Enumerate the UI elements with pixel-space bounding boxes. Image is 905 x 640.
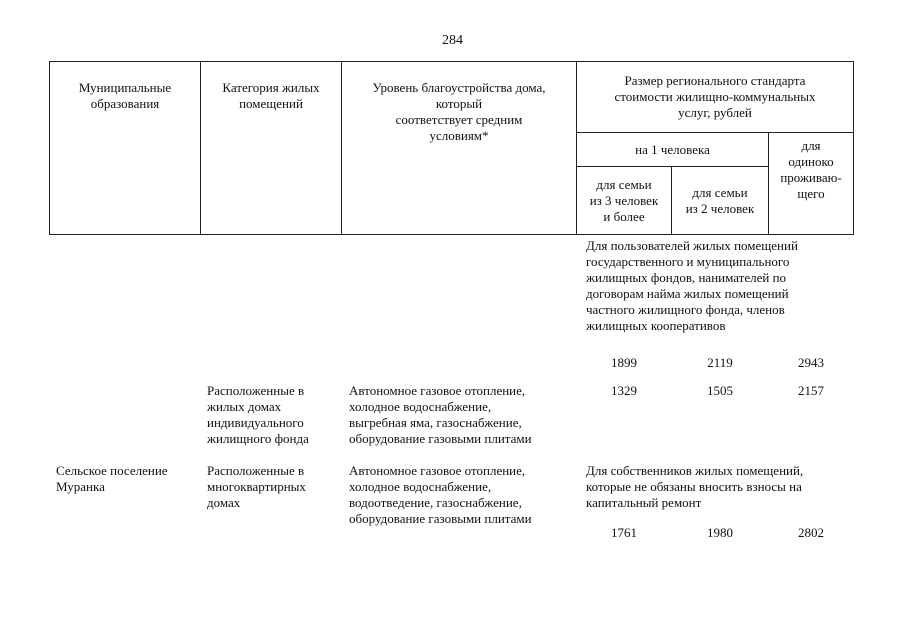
value-family-2: 2119	[707, 355, 733, 370]
header-comfort-level: Уровень благоустройства дома, который соответствует средним условиям*	[372, 80, 546, 143]
header-family-3: для семьи из 3 человек и более	[589, 177, 659, 224]
table-header-bottom-border	[49, 234, 854, 235]
table-subheader-line	[576, 132, 854, 133]
table-subheader-line-2	[576, 166, 768, 167]
header-single: для одиноко проживаю- щего	[780, 138, 842, 201]
header-standard-size: Размер регионального стандарта стоимости жилищно-коммунальных услуг, рублей	[614, 73, 816, 120]
table-top-border	[49, 61, 854, 62]
table-right-border	[853, 61, 854, 235]
row-comfort-level: Автономное газовое отопление, холодное водоснабжение, выгребная яма, газоснабжение, оборудование газовыми плитами	[349, 383, 532, 446]
value-family-3: 1899	[611, 355, 637, 370]
header-per-person: на 1 человека	[635, 142, 710, 157]
row-category: Расположенные в жилых домах индивидуального жилищного фонда	[207, 383, 309, 446]
row-municipality: Сельское поселение Муранка	[56, 463, 168, 494]
header-family-2: для семьи из 2 человек	[685, 185, 755, 216]
value-family-2: 1505	[707, 383, 733, 398]
row-category: Расположенные в многоквартирных домах	[207, 463, 306, 510]
value-family-3: 1329	[611, 383, 637, 398]
row-comfort-level: Автономное газовое отопление, холодное водоснабжение, водоотведение, газоснабжение, оборудование газовыми плитами	[349, 463, 532, 526]
value-family-3: 1761	[611, 525, 637, 540]
page-number: 284	[442, 33, 463, 48]
value-family-2: 1980	[707, 525, 733, 540]
value-single: 2802	[798, 525, 824, 540]
value-single: 2157	[798, 383, 824, 398]
value-single: 2943	[798, 355, 824, 370]
header-category: Категория жилых помещений	[222, 80, 320, 111]
section-title-tenants: Для пользователей жилых помещений государственного и муниципального жилищных фондов, нанимателей по договорам найма жилых помещений частного жилищного фонда, членов жилищных кооперативов	[586, 238, 798, 333]
header-municipality: Муниципальные образования	[78, 80, 172, 111]
section-title-owners: Для собственников жилых помещений, которые не обязаны вносить взносы на капитальный ремонт	[586, 463, 804, 510]
